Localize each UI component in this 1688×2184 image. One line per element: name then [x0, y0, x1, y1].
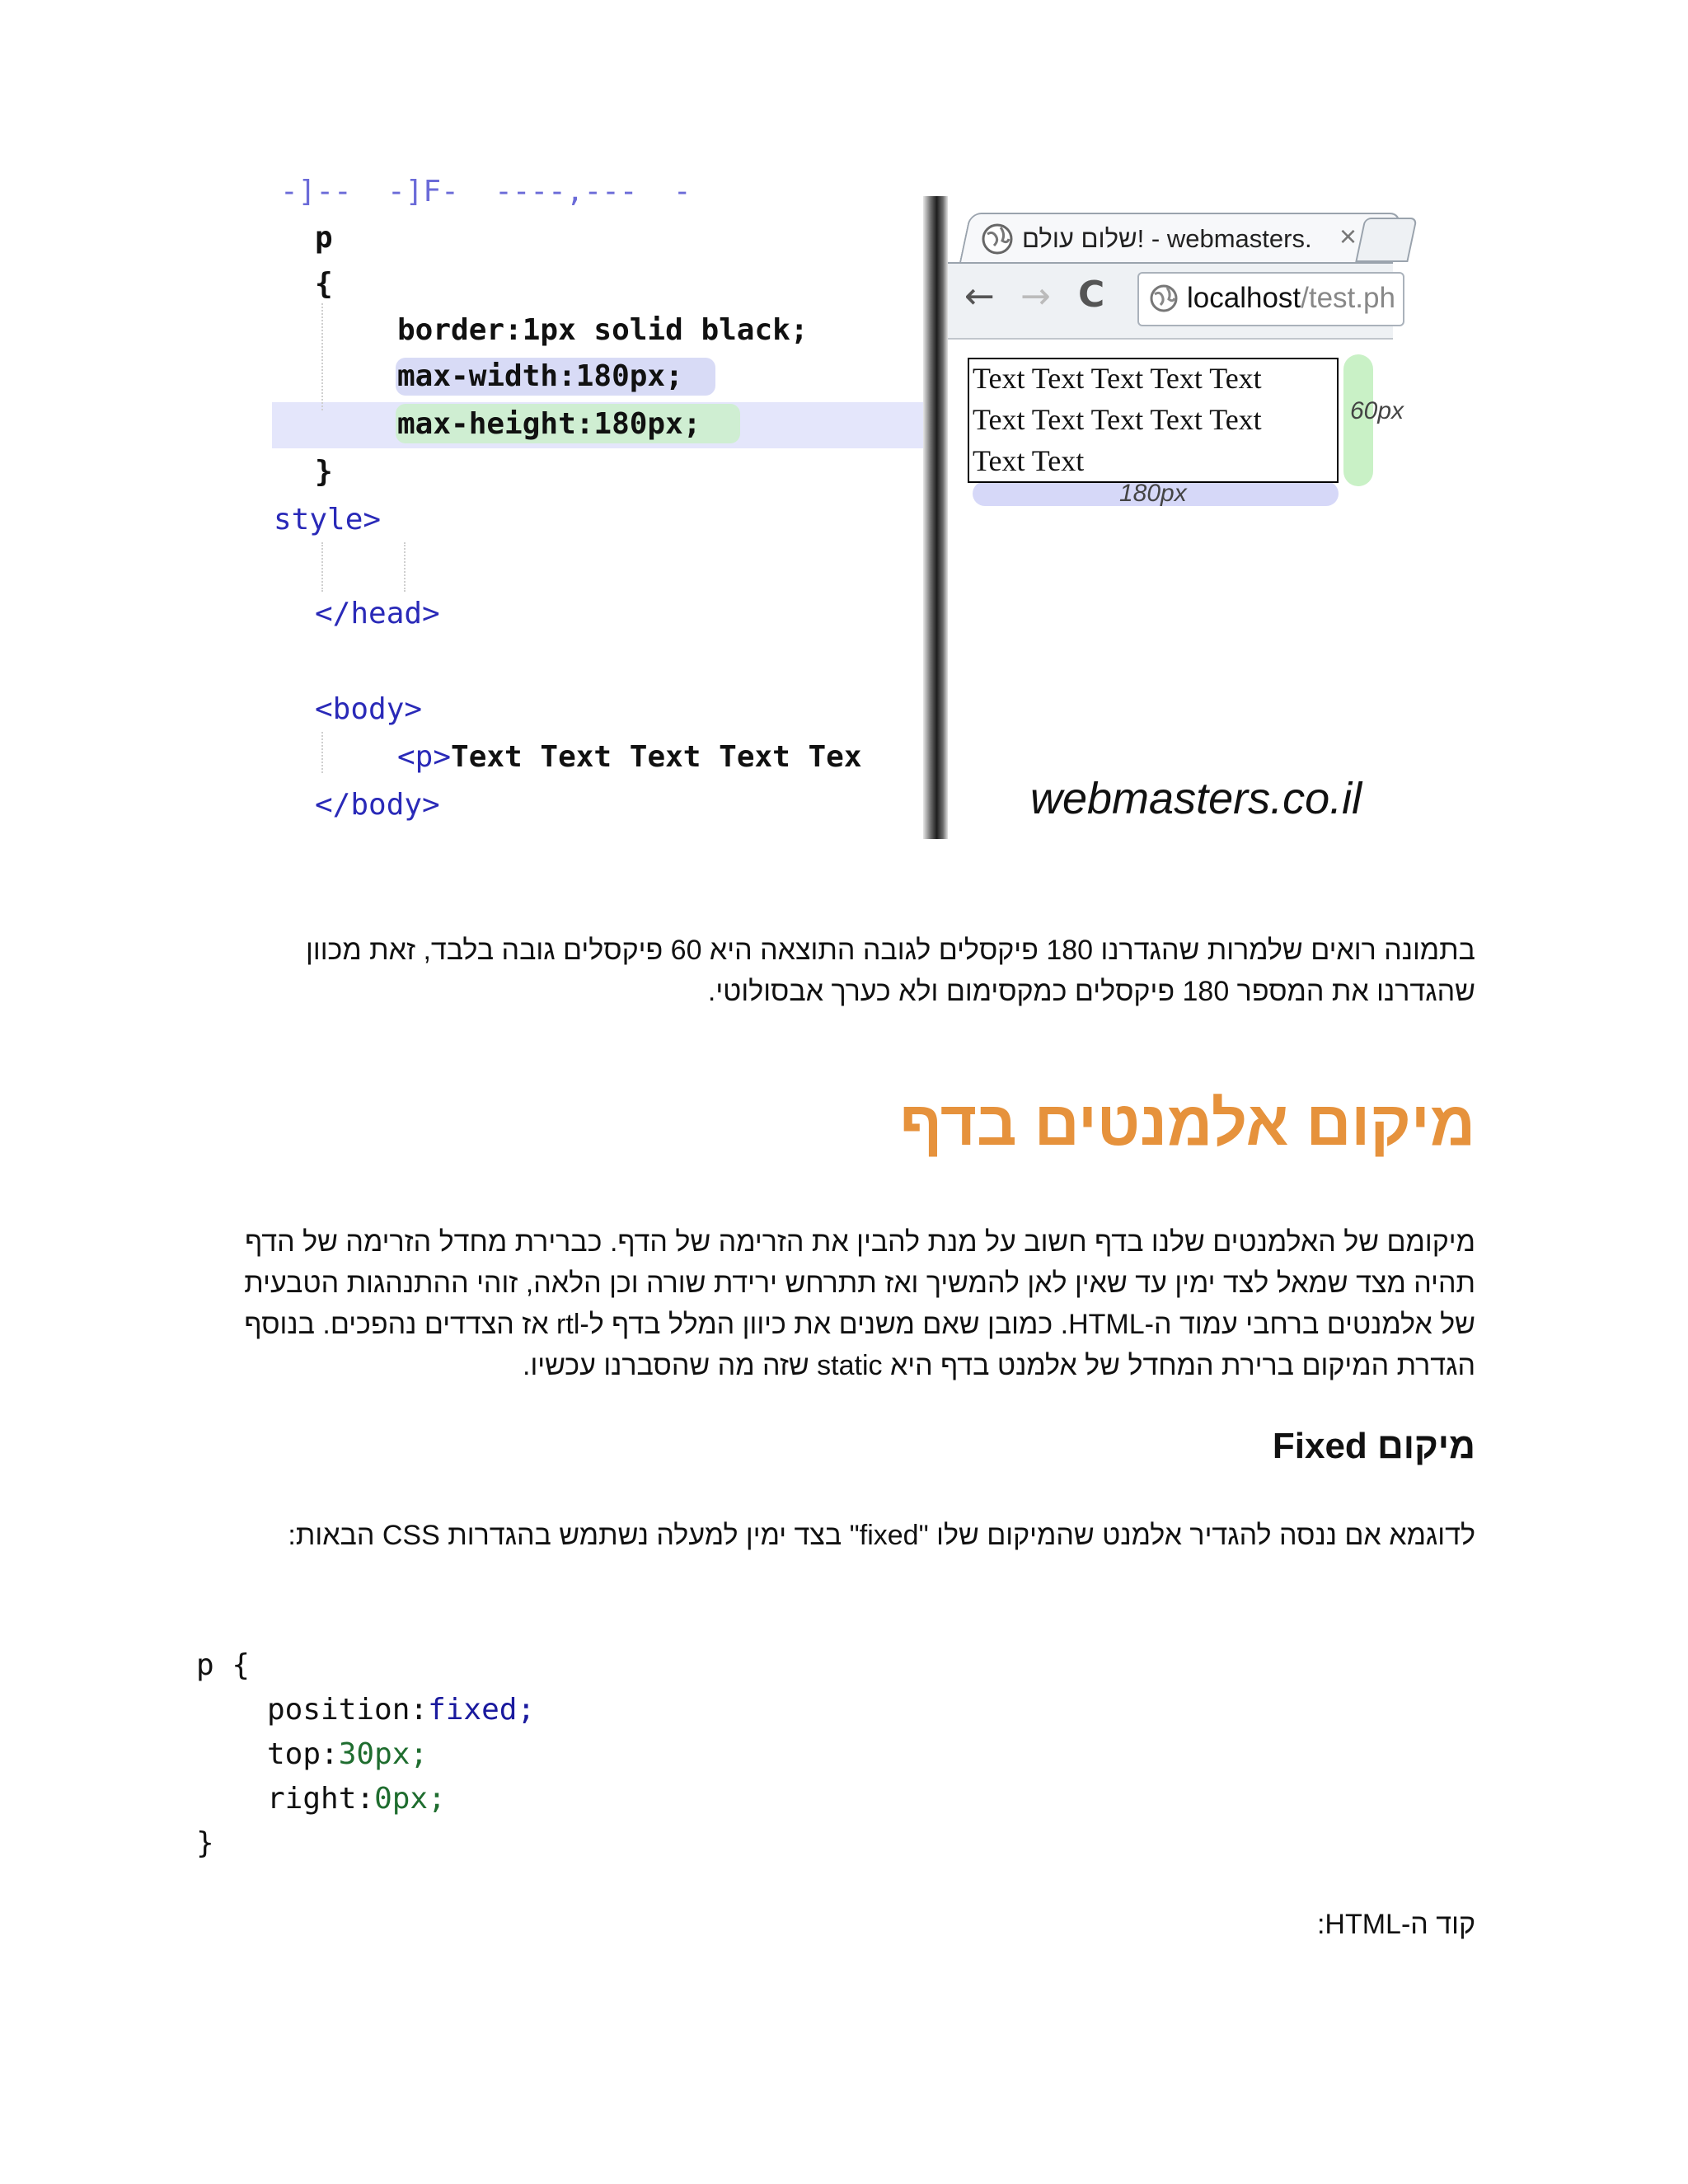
forward-icon[interactable]: →	[1020, 275, 1051, 317]
code-line	[196, 1688, 1020, 1732]
paragraph-html-code-label	[231, 1904, 1475, 1945]
paragraph-line: הגדרת המיקום ברירת המחדל של אלמנט בדף היא static שזה מה שהסברנו עכשיו.	[523, 1350, 1475, 1381]
page-icon	[1149, 284, 1179, 313]
code-property: position	[267, 1693, 410, 1727]
code-value: 30px	[338, 1737, 410, 1771]
screenshot-figure	[272, 175, 1404, 839]
tab-title: שלום עולם! - webmasters.	[1022, 224, 1312, 253]
browser-window	[948, 196, 1404, 839]
address-url	[1187, 282, 1395, 315]
paragraph-fixed-example	[231, 1515, 1475, 1556]
code-p-text: Text Text Text Text Tex	[451, 740, 862, 774]
section-heading: מיקום אלמנטים בדף	[899, 1089, 1475, 1159]
back-icon[interactable]: ←	[964, 275, 995, 317]
code-property: top	[267, 1737, 321, 1771]
code-line	[196, 1777, 1020, 1821]
rendered-paragraph-box	[968, 358, 1339, 483]
url-path: /test.ph	[1301, 282, 1395, 314]
code-line: }	[196, 1826, 214, 1860]
paragraph-line: תהיה מצד שמאל לצד ימין עד שאין לאן להמשיך ואז תתרחש ירידת שורה וכן הלאה, זוהי ההתנהגות הטבעית	[244, 1268, 1475, 1299]
browser-tab-content	[981, 218, 1368, 262]
reload-icon[interactable]: C	[1078, 274, 1105, 316]
width-label: 180px	[1119, 480, 1187, 507]
globe-icon	[981, 223, 1014, 255]
indent-guide	[321, 732, 323, 773]
code-line	[196, 1732, 1020, 1777]
height-label: 60px	[1350, 397, 1404, 424]
tab-close-icon[interactable]: ×	[1339, 219, 1357, 253]
paragraph-positioning-intro	[231, 1221, 1475, 1386]
code-style-close: style>	[274, 503, 382, 537]
code-colon: :	[356, 1782, 375, 1816]
paragraph-line: בתמונה רואים שלמרות שהגדרנו 180 פיקסלים לגובה התוצאה היא 60 פיקסלים גובה בלבד, זאת מכוון	[306, 935, 1475, 966]
code-max-width	[397, 359, 683, 393]
rendered-text-line: Text Text Text Text Text	[973, 403, 1262, 436]
pane-divider	[923, 196, 948, 839]
code-line-partial: -]-- -]F- ----,--- -	[280, 175, 692, 209]
indent-guide	[321, 303, 323, 410]
subsection-heading: מיקום Fixed	[1272, 1426, 1475, 1466]
code-semicolon: ;	[517, 1693, 536, 1727]
code-semicolon: ;	[428, 1782, 446, 1816]
code-body-close: </body>	[315, 788, 440, 822]
code-semicolon: ;	[682, 407, 701, 441]
code-open-brace: {	[315, 267, 333, 301]
code-selector: p	[315, 221, 333, 255]
code-colon: :	[321, 1737, 339, 1771]
indent-guide	[321, 542, 323, 592]
indent-guide	[404, 542, 406, 592]
code-body-open: <body>	[315, 692, 423, 726]
code-value: 0px	[374, 1782, 429, 1816]
paragraph-line: שהגדרנו את המספר 180 פיקסלים כמקסימום ולא כערך אבסולוטי.	[707, 976, 1475, 1007]
rendered-text-line: Text Text	[973, 444, 1085, 477]
paragraph-line: לדוגמא אם ננסה להגדיר אלמנט שהמיקום שלו "fixed" בצד ימין למעלה נשתמש בהגדרות CSS הבאות:	[288, 1520, 1475, 1551]
code-editor-pane	[272, 175, 923, 839]
code-property: right	[267, 1782, 357, 1816]
url-host: localhost	[1187, 282, 1301, 314]
code-max-height-text: max-height:180px	[397, 407, 683, 441]
code-line: p {	[196, 1648, 251, 1682]
code-value: fixed	[428, 1693, 518, 1727]
code-p-line	[397, 740, 862, 774]
code-colon: :	[410, 1693, 429, 1727]
paragraph-line: קוד ה-HTML:	[1316, 1909, 1475, 1940]
css-code-sample	[196, 1643, 1020, 1874]
paragraph-line: מיקומם של האלמנטים שלנו בדף חשוב על מנת להבין את הזרימה של הדף. כברירת מחדל הזרימה של הדף	[245, 1226, 1475, 1258]
paragraph-result-explanation	[231, 930, 1475, 1012]
rendered-text-line: Text Text Text Text Text	[973, 362, 1262, 395]
code-close-brace: }	[315, 455, 333, 489]
code-semicolon: ;	[410, 1737, 429, 1771]
code-border-rule: border:1px solid black;	[397, 313, 809, 347]
code-semicolon: ;	[665, 359, 683, 393]
watermark: webmasters.co.il	[1030, 774, 1362, 823]
address-bar[interactable]	[1137, 272, 1404, 326]
paragraph-line: של אלמנטים ברחבי עמוד ה-HTML. כמובן שאם משנים את כיוון המלל בדף ל-rtl אז הצדדים נהפכים. בנוסף	[244, 1309, 1475, 1340]
code-max-height	[397, 407, 701, 441]
code-head-close: </head>	[315, 597, 440, 630]
code-max-width-text: max-width:180px	[397, 359, 666, 393]
code-p-open: <p>	[397, 740, 452, 774]
